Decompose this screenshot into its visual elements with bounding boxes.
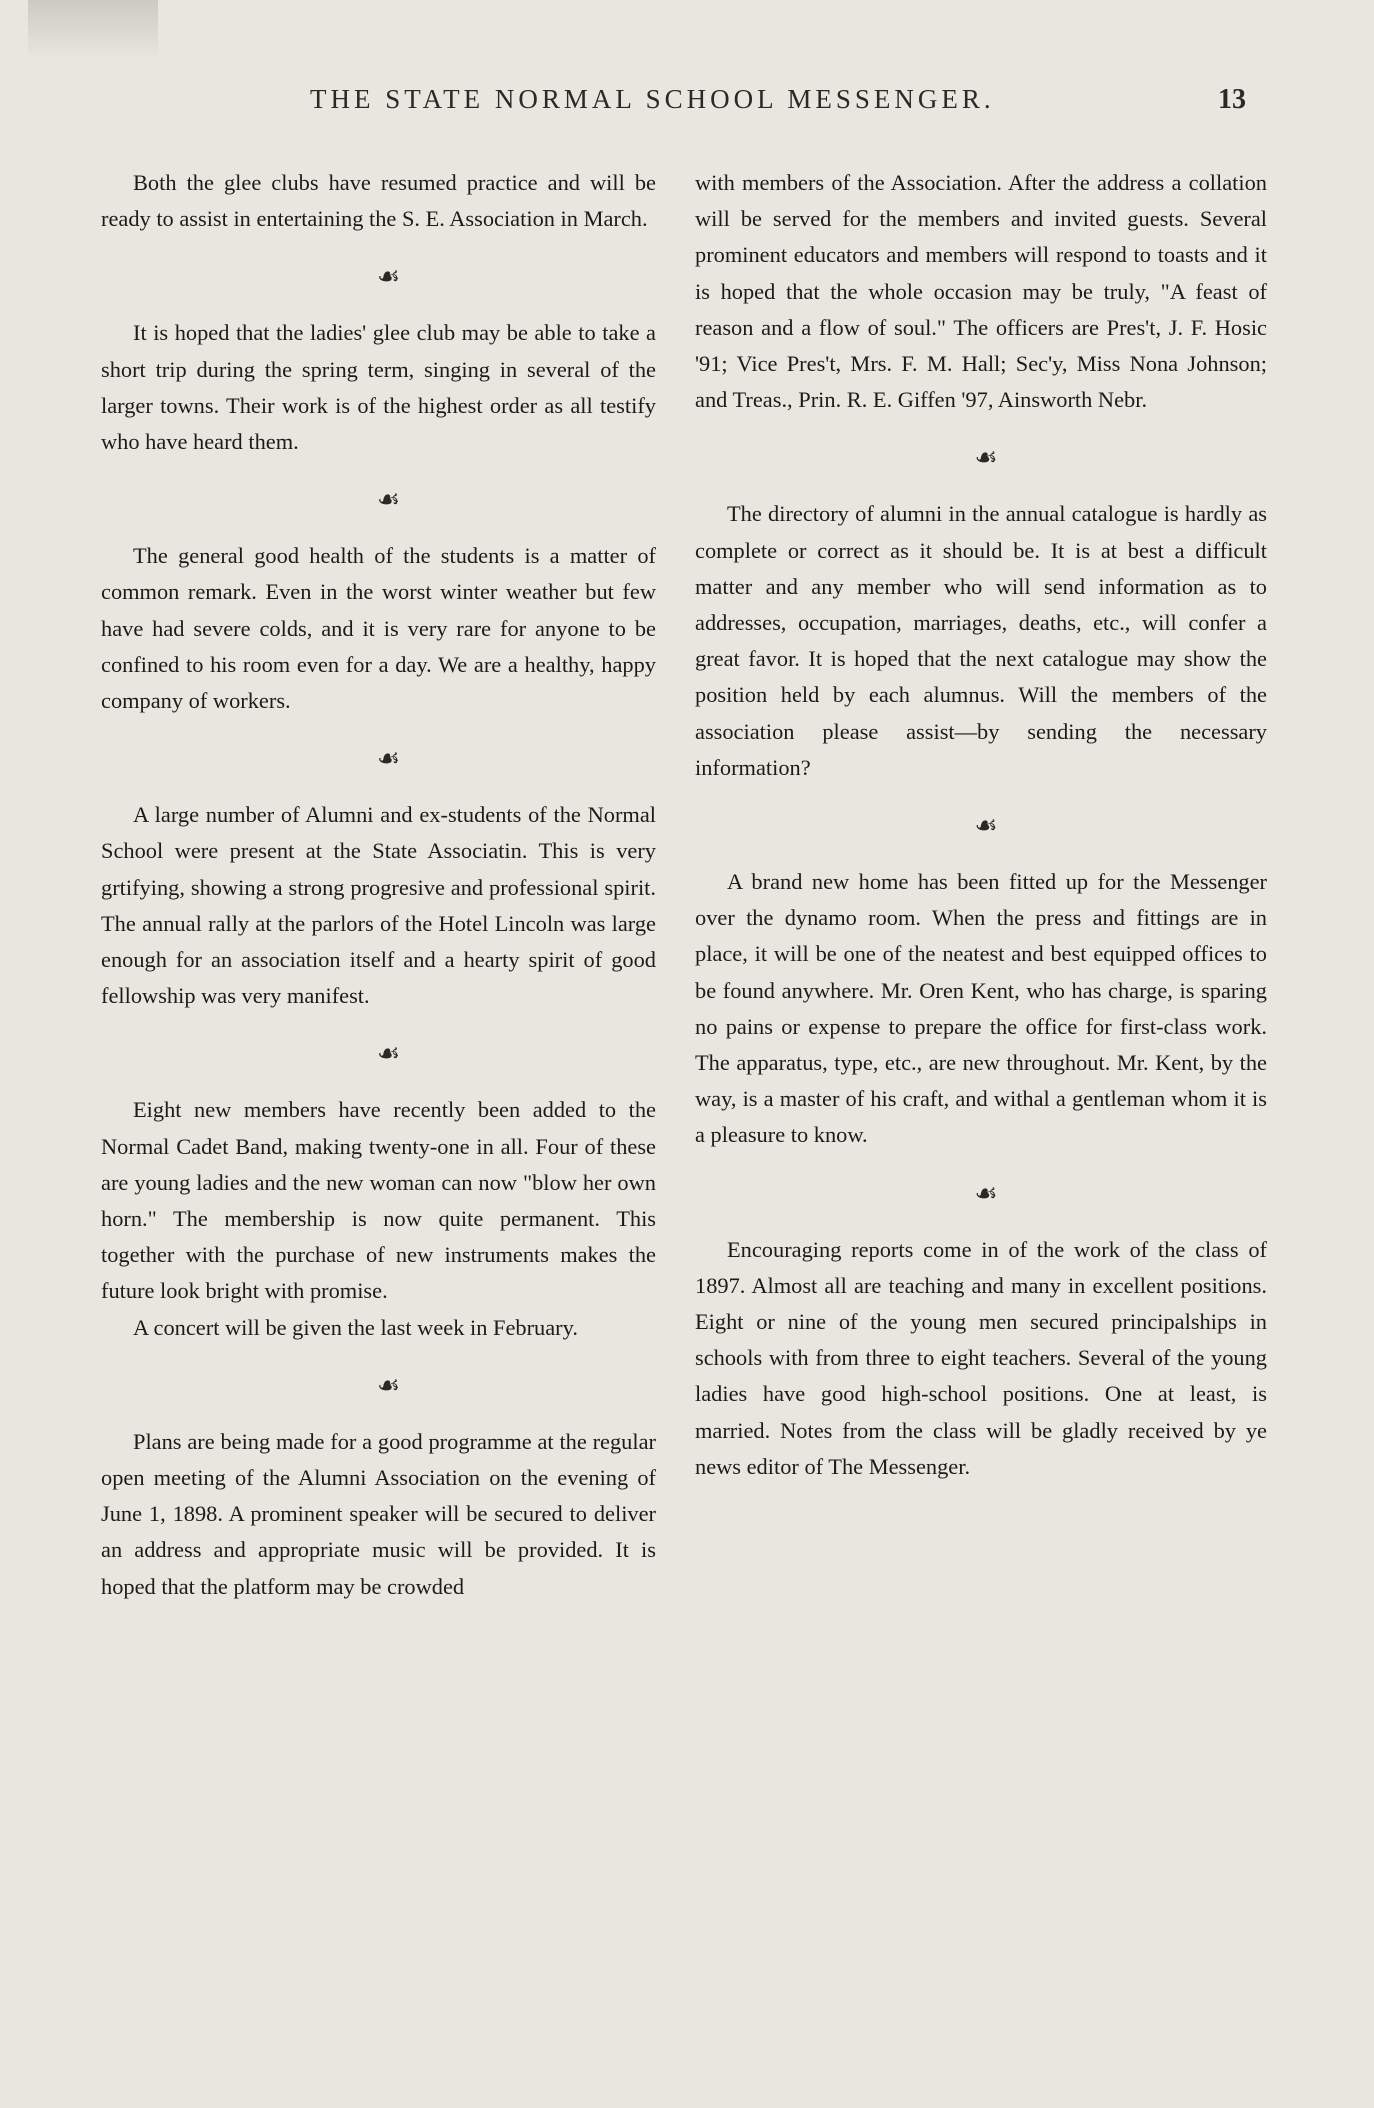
section-ornament-icon: ☙ (974, 1178, 998, 1208)
right-column (695, 165, 1267, 1485)
paragraph-cadet-band: Eight new members have recently been added to the Normal Cadet Band, making twenty-one in all. Four of these are young ladies and the new woman can now "blow her own horn." The membership is now quite permanent. This together with the purchase of new instruments makes the future look bright with promise. (101, 1097, 656, 1304)
section-ornament-icon: ☙ (376, 1370, 401, 1400)
page-number: 13 (1218, 84, 1246, 115)
running-title: THE STATE NORMAL SCHOOL MESSENGER. (310, 84, 995, 114)
paragraph-messenger-office: A brand new home has been fitted up for the Messenger over the dynamo room. When the press and fittings are in place, it will be one of the neatest and best equipped offices to be found anywhere. Mr. Oren Kent, who has charge, is sparing no pains or expense to prepare the office for first-class work. The apparatus, type, etc., are new throughout. Mr. Kent, by the way, is a master of his craft, and withal a gentleman whom it is a pleasure to know. (695, 869, 1267, 1148)
paragraph-concert: A concert will be given the last week in February. (133, 1314, 578, 1340)
paragraph-alumni-state-association: A large number of Alumni and ex-students of the Normal School were present at the State Associatin. This is very grtifying, showing a strong progresive and professional spirit. The annual rally at the parlors of the Hotel Lincoln was large enough for an association itself and a hearty spirit of good fellowship was very manifest. (101, 802, 656, 1009)
section-ornament-icon: ☙ (376, 744, 401, 774)
paragraph-ladies-glee-club: It is hoped that the ladies' glee club may be able to take a short trip during the spring term, singing in several of the larger towns. Their work is of the highest order as all testify who have heard them. (101, 320, 656, 455)
section-ornament-icon: ☙ (974, 443, 998, 473)
paragraph-class-of-1897: Encouraging reports come in of the work of the class of 1897. Almost all are teaching and many in excellent positions. Eight or nine of the young men secured principalships in schools with from three to eight teachers. Several of the young ladies have good high-school positions. One at least, is married. Notes from the class will be gladly received by ye news editor of The Messenger. (695, 1236, 1267, 1479)
paragraph-alumni-officers: with members of the Association. After the address a collation will be served for the members and invited guests. Several prominent educators and members will respond to toasts and it is hoped that the whole occasion may be truly, "A feast of reason and a flow of soul." The officers are Pres't, J. F. Hosic '91; Vice Pres't, Mrs. F. M. Hall; Sec'y, Miss Nona Johnson; and Treas., Prin. R. E. Giffen '97, Ainsworth Nebr. (695, 170, 1267, 413)
section-ornament-icon: ☙ (974, 811, 998, 841)
paragraph-alumni-programme: Plans are being made for a good programme at the regular open meeting of the Alumni Association on the evening of June 1, 1898. A prominent speaker will be secured to deliver an address and appropriate music will be provided. It is hoped that the platform may be crowded (101, 1428, 656, 1599)
section-ornament-icon: ☙ (376, 262, 401, 292)
page-header (0, 84, 1374, 134)
page-corner-smudge (28, 0, 158, 60)
paragraph-good-health: The general good health of the students is a matter of common remark. Even in the worst winter weather but few have had severe colds, and it is very rare for anyone to be confined to his room even for a day. We are a healthy, happy company of workers. (101, 543, 656, 714)
paragraph-glee-clubs: Both the glee clubs have resumed practice and will be ready to assist in entertaining the S. E. Association in March. (101, 170, 656, 232)
section-ornament-icon: ☙ (376, 1039, 401, 1069)
left-column (101, 165, 656, 1605)
section-ornament-icon: ☙ (376, 485, 401, 515)
paragraph-alumni-directory: The directory of alumni in the annual catalogue is hardly as complete or correct as it should be. It is at best a difficult matter and any member who will send information as to addresses, occupation, marriages, deaths, etc., will confer a great favor. It is hoped that the next catalogue may show the position held by each alumnus. Will the members of the association please assist—by sending the necessary information? (695, 501, 1267, 780)
